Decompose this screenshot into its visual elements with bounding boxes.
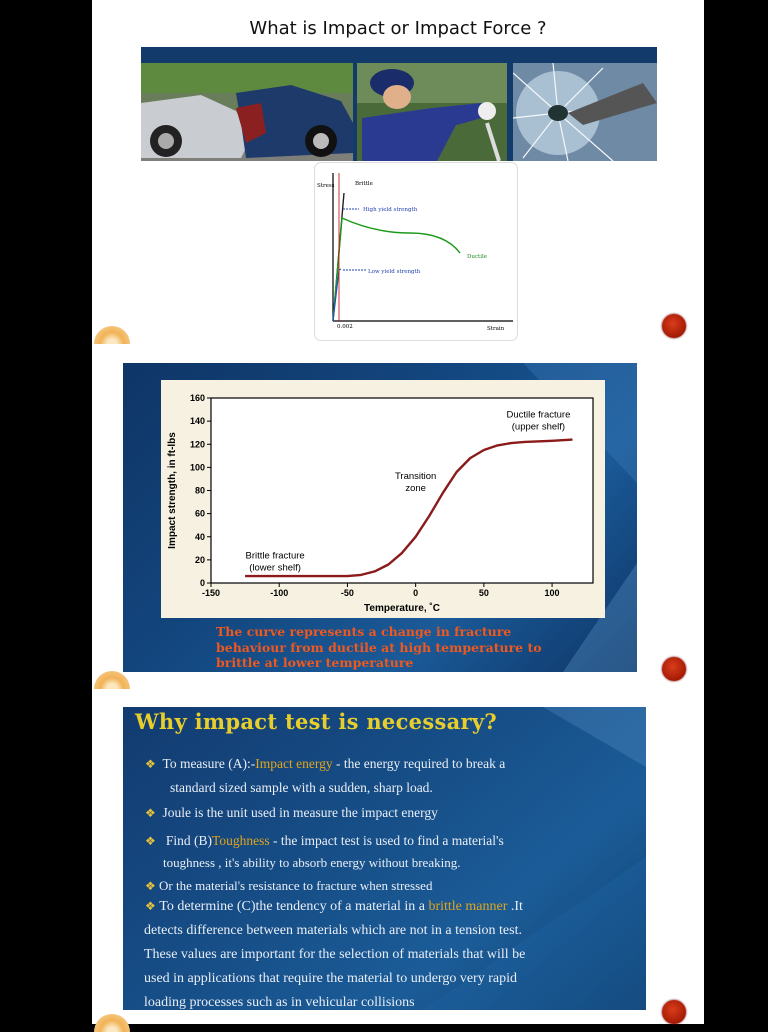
- slide-ductile-brittle-transition: [123, 363, 637, 672]
- bullet-continuation: standard sized sample with a sudden, sharp load.: [170, 780, 433, 795]
- impact-transition-chart: [161, 380, 605, 618]
- high-yield-label: High yield strength: [363, 207, 418, 213]
- bullet-continuation: detects difference between materials which are not in a tension test.: [144, 923, 522, 938]
- y-tick-label: 140: [189, 416, 205, 427]
- y-tick-label: 120: [189, 439, 205, 450]
- x-tick-label: -150: [201, 588, 221, 598]
- bullet-continuation: used in applications that require the material to undergo very rapid: [144, 971, 517, 986]
- y-tick-label: 40: [194, 531, 205, 542]
- x-tick-label: 0: [413, 588, 419, 598]
- x-axis-label: Temperature, ˚C: [364, 603, 440, 614]
- x-tick-label: 50: [478, 588, 489, 598]
- bullet-continuation: loading processes such as in vehicular collisions: [144, 995, 415, 1010]
- slide-why-impact-test: [123, 707, 646, 1010]
- y-tick-label: 60: [194, 508, 205, 519]
- y-tick-label: 100: [189, 462, 205, 473]
- car-crash-photo: [141, 63, 353, 161]
- bullet-text: Or the material's resistance to fracture when stressed: [159, 878, 433, 893]
- bullet-joule: [145, 805, 438, 821]
- transition-caption: The curve represents a change in fracture behaviour from ductile at high temperature to brittle at lower temperature: [216, 624, 542, 670]
- slide3-title: Why impact test is necessary?: [135, 709, 497, 734]
- highlight-term: Impact energy: [255, 756, 333, 771]
- brittle-label: Brittle: [355, 181, 373, 187]
- y-tick-label: 80: [194, 485, 205, 496]
- stress-axis-label: Stress: [317, 183, 335, 189]
- diamond-bullet-icon: ❖: [145, 834, 156, 848]
- brittle-fracture-label: Brittle fracture: [245, 550, 305, 562]
- diamond-bullet-icon: ❖: [145, 757, 156, 771]
- bullet-toughness: [145, 833, 504, 849]
- bullet-text: Find (B): [162, 833, 213, 848]
- bullet-text: Joule is the unit used in measure the impact energy: [162, 805, 438, 820]
- y-tick-label: 20: [194, 554, 205, 565]
- shattered-glass-photo: [513, 63, 657, 161]
- ductile-fracture-label: Ductile fracture: [506, 409, 571, 421]
- strain-tick-label: 0.002: [337, 324, 353, 330]
- brittle-fracture-label: (lower shelf): [249, 562, 301, 574]
- photo-strip: [141, 47, 657, 161]
- low-yield-label: Low yield strength: [368, 269, 421, 275]
- strain-axis-label: Strain: [487, 326, 505, 332]
- x-tick-label: -100: [270, 588, 289, 598]
- baseball-batter-photo: [357, 63, 507, 161]
- x-tick-label: 100: [544, 588, 560, 598]
- bullet-brittle-manner: [145, 899, 523, 915]
- slide-nav-dot[interactable]: [662, 314, 686, 338]
- bullet-text: - the impact test is used to find a material's: [269, 833, 504, 848]
- highlight-term: Toughness: [212, 833, 270, 848]
- diamond-bullet-icon: ❖: [145, 899, 156, 913]
- bullet-text: To determine (C)the tendency of a material in a: [159, 899, 429, 914]
- diamond-bullet-icon: ❖: [145, 879, 156, 893]
- y-tick-label: 0: [199, 578, 205, 588]
- bullet-text: - the energy required to break a: [332, 756, 506, 771]
- slide-nav-dot[interactable]: [662, 657, 686, 681]
- y-axis-label: Impact strength, in ft-lbs: [167, 432, 178, 549]
- highlight-term: brittle manner: [428, 899, 508, 914]
- diamond-bullet-icon: ❖: [145, 806, 156, 820]
- transition-zone-label: Transition: [394, 470, 437, 482]
- bullet-impact-energy: [145, 756, 505, 772]
- y-tick-label: 160: [189, 393, 205, 403]
- stress-strain-diagram: [315, 163, 517, 340]
- bullet-text: To measure (A):-: [162, 756, 256, 771]
- slide-nav-dot[interactable]: [662, 1000, 686, 1024]
- ductile-label: Ductile: [467, 254, 488, 260]
- ductile-fracture-label: (upper shelf): [511, 421, 566, 433]
- bullet-resistance: [145, 878, 432, 894]
- bullet-continuation: These values are important for the selection of materials that will be: [144, 947, 526, 962]
- x-tick-label: -50: [340, 588, 354, 598]
- transition-zone-label: zone: [405, 482, 426, 494]
- bullet-continuation: toughness , it's ability to absorb energy without breaking.: [163, 855, 461, 870]
- bullet-text: .It: [507, 899, 523, 914]
- slide1-title: What is Impact or Impact Force ?: [249, 18, 547, 39]
